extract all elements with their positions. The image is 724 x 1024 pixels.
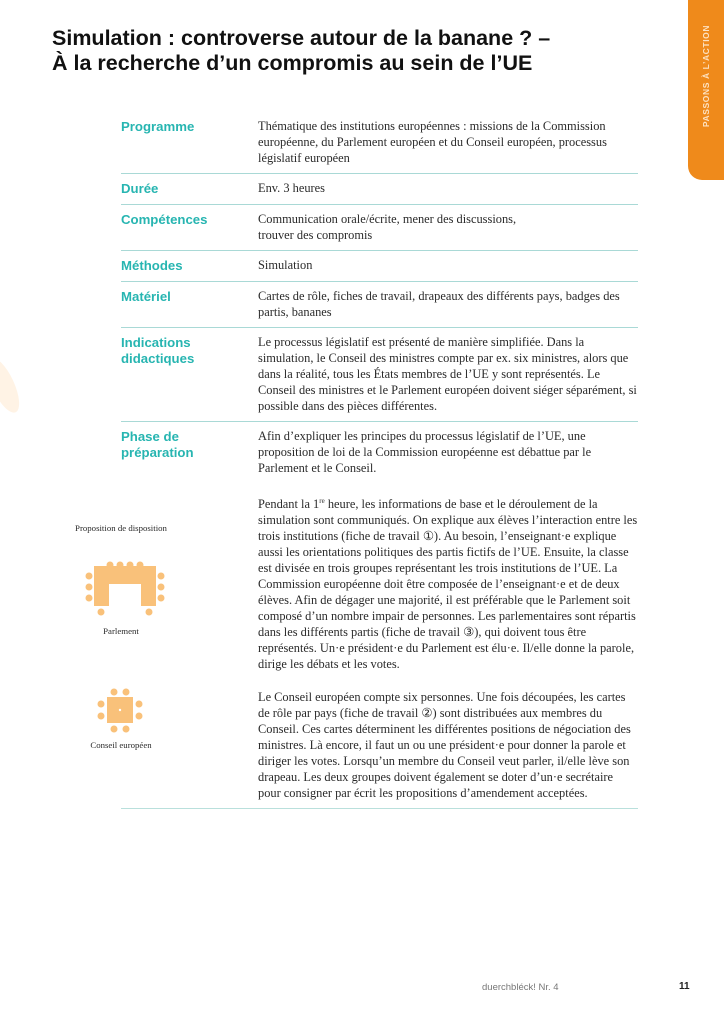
row-content: [258, 428, 638, 801]
page-number: 11: [679, 981, 690, 992]
row-content: [258, 257, 638, 274]
figure-heading: Proposition de disposition: [75, 523, 167, 533]
section-tab-label: PASSONS À L’ACTION: [701, 24, 711, 128]
row-content: [258, 180, 638, 197]
paragraph: Simulation: [258, 258, 313, 272]
row-content: [258, 288, 638, 320]
section-tab: [688, 0, 724, 180]
row-duree: [121, 174, 638, 205]
row-label: Compétences: [121, 212, 208, 227]
info-table: [121, 112, 638, 809]
row-materiel: [121, 282, 638, 328]
page-title: [52, 26, 652, 76]
paragraph: Env. 3 heures: [258, 181, 325, 195]
row-indications-didactiques: [121, 328, 638, 422]
paragraph: Pendant la 1re heure, les informations de base et le déroulement de la simulation sont communiqués. On explique aux élèves l’interaction entre les trois institutions (fiche de travail ①). Au besoin, l’enseignant·e explique aussi les orientations politiques des partis fictifs de l’UE. Ensuite, la classe est divisée en trois groupes représentant les trois institutions de l’UE. La Commission européenne doit être composée de l’enseignant·e et de deux élèves. Afin de dégager une majorité, il est préférable que le Parlement soit composé d’un nombre impair de personnes. Les parlementaires sont répartis dans les différents partis (fiche de travail ③), qui doivent tous être représentés. Un·e président·e du Parlement est élu·e. Il/elle donne la parole, dirige les débats et les votes.: [258, 497, 638, 672]
label-text: Phase de préparation: [121, 429, 194, 460]
row-label: [121, 334, 258, 414]
row-label: Programme: [121, 119, 195, 134]
label-text: Indications didactiques: [121, 335, 195, 366]
paragraph: Le Conseil européen compte six personnes. Une fois découpées, les cartes de rôle par pays (fiche de travail ②) sont distribuées aux membres du Conseil. Ces cartes déterminent les différentes positions de négociation des ministres. Là encore, il faut un ou une président·e pour donner la parole et diriger les votes. Lorsqu’un membre du Conseil veut parler, il/elle lève son drapeau. Les deux groupes doivent également se doter d’un·e secrétaire pour consigner par écrit les propositions d’amendement acceptées.: [258, 690, 631, 801]
row-label: Méthodes: [121, 258, 183, 273]
parlement-caption: Parlement: [103, 626, 139, 636]
row-content: [258, 211, 638, 243]
row-methodes: [121, 251, 638, 282]
row-competences: [121, 205, 638, 251]
row-label: Durée: [121, 181, 159, 196]
row-phase-preparation: [121, 422, 638, 809]
parlement-seating-icon: [85, 560, 165, 622]
title-line-1: Simulation : controverse autour de la banane ? –: [52, 26, 551, 50]
row-label: Matériel: [121, 289, 171, 304]
paragraph: Le processus législatif est présenté de manière simplifiée. Dans la simulation, le Conseil des ministres compte par ex. six ministres, alors que dans la réalité, tous les États membres de l’UE y sont représentés. Le Conseil des ministres et le Parlement européen doivent siéger séparément, si possible dans des pièces différentes.: [258, 335, 637, 413]
paragraph: Thématique des institutions européennes : missions de la Commission européenne, du Parlement européen et du Conseil européen, processus législatif européen: [258, 119, 607, 165]
decorative-shape: [0, 353, 26, 417]
row-programme: [121, 112, 638, 174]
conseil-caption: Conseil européen: [90, 740, 152, 750]
conseil-seating-icon: [97, 688, 143, 734]
row-content: [258, 334, 638, 414]
paragraph: Cartes de rôle, fiches de travail, drapeaux des différents pays, badges des partis, bananes: [258, 289, 620, 319]
row-content: [258, 118, 638, 166]
paragraph: Communication orale/écrite, mener des discussions, trouver des compromis: [258, 212, 517, 242]
paragraph: Afin d’expliquer les principes du processus législatif de l’UE, une proposition de loi de la Commission européenne est débattue par le Parlement et le Conseil.: [258, 429, 592, 475]
publication-name: duerchbléck! Nr. 4: [482, 982, 559, 993]
title-line-2: À la recherche d’un compromis au sein de l’UE: [52, 51, 533, 75]
